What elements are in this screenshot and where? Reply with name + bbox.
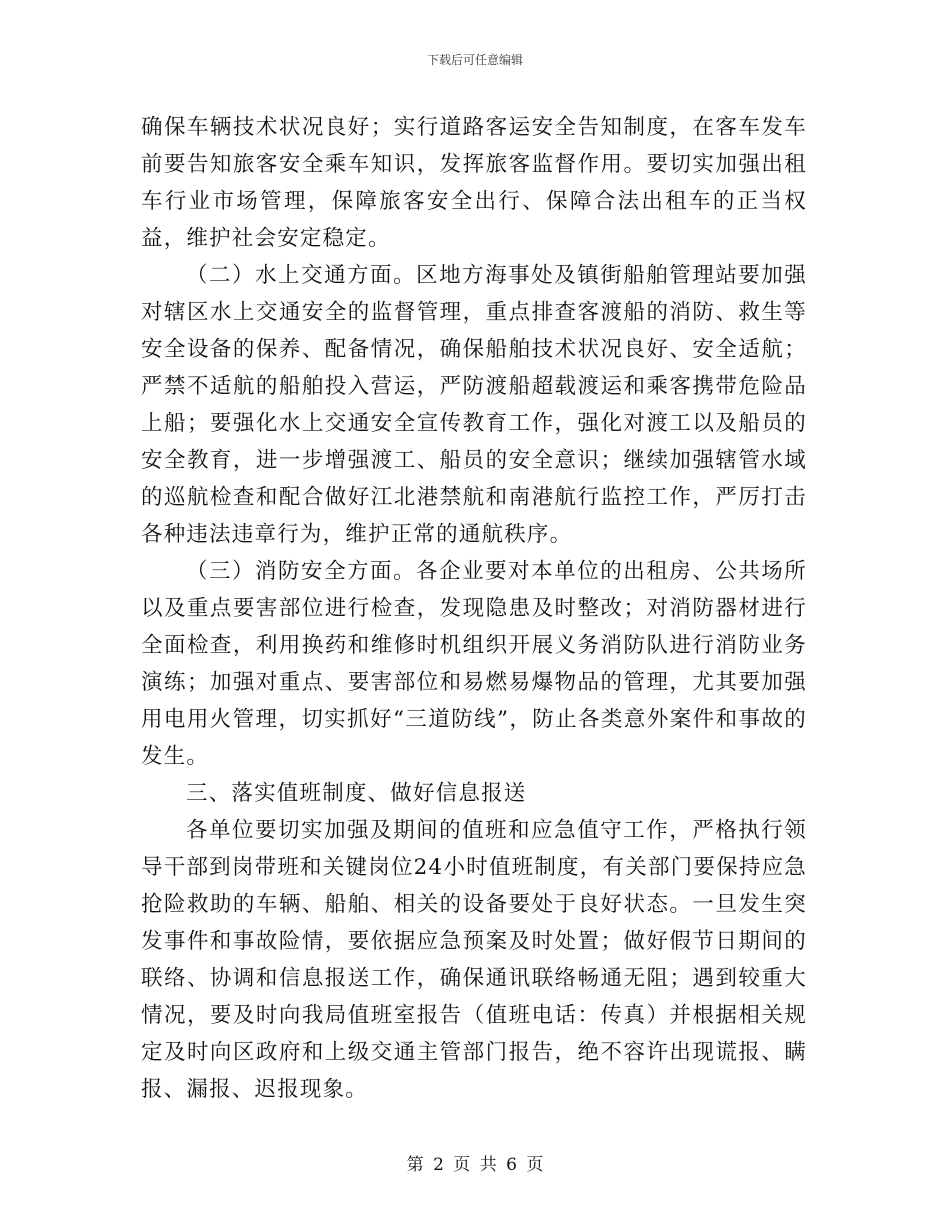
page-number-footer: 第 2 页 共 6 页 — [406, 1155, 544, 1175]
paragraph-duty-reporting: 各单位要切实加强及期间的值班和应急值守工作，严格执行领导干部到岗带班和关键岗位24小时值班制度，有关部门要保持应急抢险救助的车辆、船舶、相关的设备要处于良好状态。一旦发生突发事件和事故险情，要依据应急预案及时处置；做好假节日期间的联络、协调和信息报送工作，确保通讯联络畅通无阻；遇到较重大情况，要及时向我局值班室报告（值班电话：传真）并根据相关规定及时向区政府和上级交通主管部门报告，绝不容许出现谎报、瞒报、漏报、迟报现象。 — [141, 818, 807, 1102]
paragraph-fire-safety: （三）消防安全方面。各企业要对本单位的出租房、公共场所以及重点要害部位进行检查，发现隐患及时整改；对消防器材进行全面检查，利用换药和维修时机组织开展义务消防队进行消防业务演练；加强对重点、要害部位和易燃易爆物品的管理，尤其要加强用电用火管理，切实抓好“三道防线”，防止各类意外案件和事故的发生。 — [141, 559, 807, 769]
section-heading-duty: 三、落实值班制度、做好信息报送 — [186, 781, 527, 806]
paragraph-water-traffic: （二）水上交通方面。区地方海事处及镇街船舶管理站要加强对辖区水上交通安全的监督管理，重点排查客渡船的消防、救生等安全设备的保养、配备情况，确保船舶技术状况良好、安全适航；严禁不适航的船舶投入营运，严防渡船超载渡运和乘客携带危险品上船；要强化水上交通安全宣传教育工作，强化对渡工以及船员的安全教育，进一步增强渡工、船员的安全意识；继续加强辖管水域的巡航检查和配合做好江北港禁航和南港航行监控工作，严厉打击各种违法违章行为，维护正常的通航秩序。 — [141, 263, 807, 547]
document-body — [141, 109, 807, 1108]
paragraph-vehicle-safety: 确保车辆技术状况良好；实行道路客运安全告知制度，在客车发车前要告知旅客安全乘车知识，发挥旅客监督作用。要切实加强出租车行业市场管理，保障旅客安全出行、保障合法出租车的正当权益，维护社会安定稳定。 — [141, 115, 807, 251]
page-header: 下载后可任意编辑 — [426, 53, 523, 67]
